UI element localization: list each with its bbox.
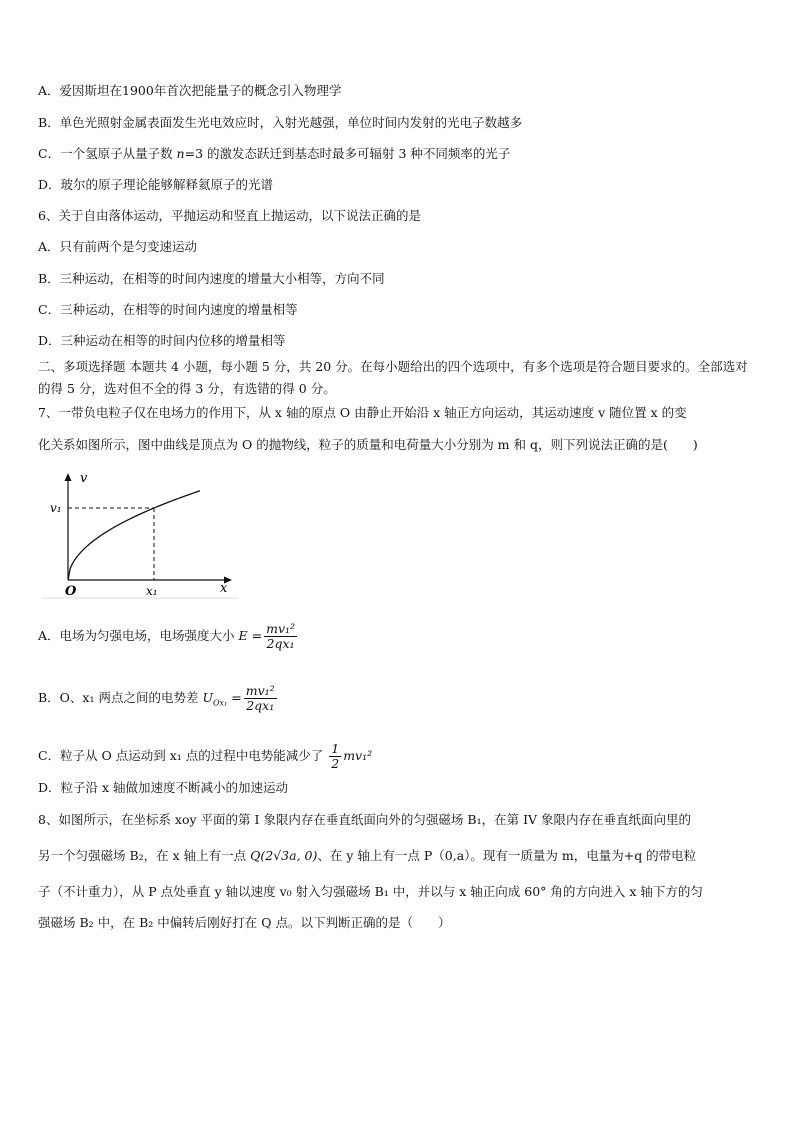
q7-stem-line2: 化关系如图所示，图中曲线是顶点为 O 的抛物线，粒子的质量和电荷量大小分别为 m 和 q，则下列说法正确的是( ) [38,437,698,452]
q6-option-d: D．三种运动在相等的时间内位移的增量相等 [38,333,286,348]
v-x-graph [40,468,240,603]
q8-stem-line3: 子（不计重力），从 P 点处垂直 y 轴以速度 v₀ 射入匀强磁场 B₁ 中，并以与 x 轴正向成 60° 角的方向进入 x 轴下方的匀 [38,884,703,899]
q7-option-d: D．粒子沿 x 轴做加速度不断减小的加速运动 [38,780,289,795]
q7-stem-line1: 7、一带负电粒子仅在电场力的作用下，从 x 轴的原点 O 由静止开始沿 x 轴正方向运动，其运动速度 v 随位置 x 的变 [38,405,687,420]
q6-option-b: B．三种运动，在相等的时间内速度的增量大小相等，方向不同 [38,271,385,286]
fraction-a: $\frac{\text{mv₁²}}{\text{2qx₁}}$ [266,621,296,651]
q6-option-a: A．只有前两个是匀变速运动 [38,239,198,254]
q8-stem-line1: 8、如图所示，在坐标系 xoy 平面的第 I 象限内存在垂直纸面向外的匀强磁场 B₁，在第 IV 象限内存在垂直纸面向里的 [38,812,692,827]
q7-option-a: A．电场为匀强电场，电场强度大小 E = $\frac{\text{mv₁²}}{\text{2qx₁}}$ [38,621,296,651]
q7-option-b: B．O、x₁ 两点之间的电势差 $U_{Ox_1}$ = $\frac{\text{mv₁²}}{\text{2qx₁}}$ [38,683,275,713]
q8-stem-line2: 另一个匀强磁场 B₂，在 x 轴上有一点 Q(2√3a, 0)、在 y 轴上有一点 P（0,a）。现有一质量为 m，电量为+q 的带电粒 [38,848,697,863]
x1-label: x₁ [146,584,158,598]
y-axis-arrow [65,473,72,481]
origin-label: O [65,584,77,599]
parabola-curve [68,491,200,580]
q5-option-b: B．单色光照射金属表面发生光电效应时，入射光越强，单位时间内发射的光电子数越多 [38,115,523,130]
q5-option-c: C．一个氢原子从量子数 n=3 的激发态跃迁到基态时最多可辐射 3 种不同频率的光子 [38,146,511,161]
fraction-half: $\frac{1}{2}$ [331,741,340,771]
section-2-heading: 二、多项选择题 本题共 4 小题，每小题 5 分，共 20 分。在每小题给出的四个选项中，有多个选项是符合题目要求的。全部选对的得 5 分，选对但不全的得 3 分，有选错的得 0 分。 [38,359,748,396]
v1-label: v₁ [50,501,62,515]
q5-option-d: D．玻尔的原子理论能够解释氦原子的光谱 [38,177,274,192]
fraction-b: $\frac{\text{mv₁²}}{\text{2qx₁}}$ [245,683,275,713]
q6-stem: 6、关于自由落体运动，平抛运动和竖直上抛运动，以下说法正确的是 [38,208,421,223]
y-axis-label: v [80,471,88,486]
q8-stem-line4: 强磁场 B₂ 中，在 B₂ 中偏转后刚好打在 Q 点。以下判断正确的是（ ） [38,915,451,930]
q7-option-c: C．粒子从 O 点运动到 x₁ 点的过程中电势能减少了 $\frac{1}{2}$ mv₁² [38,741,373,771]
x-axis-label: x [220,581,228,596]
q6-option-c: C．三种运动，在相等的时间内速度的增量相等 [38,302,298,317]
q5-option-a: A．爱因斯坦在1900年首次把能量子的概念引入物理学 [38,83,342,98]
